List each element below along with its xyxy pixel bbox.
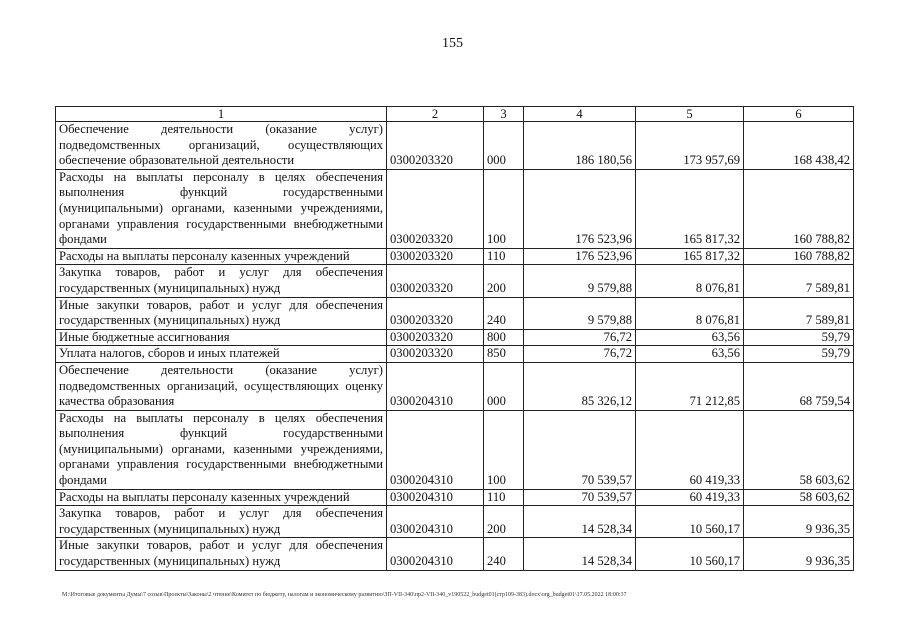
cell-amount-4: 186 180,56 xyxy=(524,122,636,170)
cell-amount-4: 76,72 xyxy=(524,346,636,363)
cell-name: Уплата налогов, сборов и иных платежей xyxy=(56,346,387,363)
cell-target-code: 0300203320 xyxy=(387,122,484,170)
cell-amount-5: 173 957,69 xyxy=(636,122,744,170)
cell-name: Расходы на выплаты персоналу в целях обеспечения выполнения функций государственными (муниципальными) органами, казенными учреждениями, органами управления государственными внебюджетными фондами xyxy=(56,410,387,489)
cell-target-code: 0300203320 xyxy=(387,346,484,363)
cell-amount-4: 76,72 xyxy=(524,329,636,346)
cell-target-code: 0300203320 xyxy=(387,248,484,265)
table-row xyxy=(56,122,854,170)
cell-expense-type: 100 xyxy=(484,410,524,489)
cell-target-code: 0300204310 xyxy=(387,362,484,410)
cell-expense-type: 110 xyxy=(484,248,524,265)
table-row xyxy=(56,489,854,506)
table-body xyxy=(56,122,854,571)
cell-expense-type: 240 xyxy=(484,538,524,570)
cell-amount-5: 8 076,81 xyxy=(636,265,744,297)
cell-expense-type: 110 xyxy=(484,489,524,506)
cell-target-code: 0300203320 xyxy=(387,265,484,297)
table-row xyxy=(56,346,854,363)
cell-amount-6: 7 589,81 xyxy=(744,265,854,297)
column-header-amount-6: 6 xyxy=(744,107,854,122)
footer-file-path: M:\Итоговые документы Думы\7 созыв\Проекты\Законы\2 чтение\Комитет по бюджету, налогам и экономическому развитию\ЗП-VII-340\пр2-VII-340_v190522_budget01(стр109-383).docx\org_budget01\17.05.2022 18:00:37 xyxy=(62,592,627,598)
cell-amount-4: 176 523,96 xyxy=(524,248,636,265)
cell-amount-5: 10 560,17 xyxy=(636,538,744,570)
cell-target-code: 0300203320 xyxy=(387,297,484,329)
cell-name: Обеспечение деятельности (оказание услуг) подведомственных организаций, осуществляющих оценку качества образования xyxy=(56,362,387,410)
cell-amount-4: 9 579,88 xyxy=(524,265,636,297)
cell-expense-type: 800 xyxy=(484,329,524,346)
cell-expense-type: 100 xyxy=(484,169,524,248)
cell-name: Расходы на выплаты персоналу в целях обеспечения выполнения функций государственными (муниципальными) органами, казенными учреждениями, органами управления государственными внебюджетными фондами xyxy=(56,169,387,248)
cell-amount-6: 58 603,62 xyxy=(744,410,854,489)
table-row xyxy=(56,169,854,248)
column-header-name: 1 xyxy=(56,107,387,122)
cell-amount-5: 60 419,33 xyxy=(636,410,744,489)
cell-expense-type: 240 xyxy=(484,297,524,329)
cell-expense-type: 850 xyxy=(484,346,524,363)
table-header-row xyxy=(56,107,854,122)
column-header-amount-4: 4 xyxy=(524,107,636,122)
cell-amount-4: 14 528,34 xyxy=(524,506,636,538)
cell-amount-6: 68 759,54 xyxy=(744,362,854,410)
cell-name: Расходы на выплаты персоналу казенных учреждений xyxy=(56,248,387,265)
cell-target-code: 0300203320 xyxy=(387,169,484,248)
cell-amount-4: 176 523,96 xyxy=(524,169,636,248)
cell-target-code: 0300204310 xyxy=(387,489,484,506)
column-header-expense-type: 3 xyxy=(484,107,524,122)
cell-name: Иные закупки товаров, работ и услуг для обеспечения государственных (муниципальных) нужд xyxy=(56,538,387,570)
cell-amount-4: 9 579,88 xyxy=(524,297,636,329)
table-row xyxy=(56,362,854,410)
cell-amount-5: 165 817,32 xyxy=(636,169,744,248)
cell-amount-5: 63,56 xyxy=(636,346,744,363)
cell-name: Иные закупки товаров, работ и услуг для обеспечения государственных (муниципальных) нужд xyxy=(56,297,387,329)
cell-amount-6: 9 936,35 xyxy=(744,538,854,570)
table-row xyxy=(56,297,854,329)
cell-target-code: 0300204310 xyxy=(387,410,484,489)
cell-amount-4: 14 528,34 xyxy=(524,538,636,570)
cell-amount-4: 70 539,57 xyxy=(524,410,636,489)
cell-amount-6: 160 788,82 xyxy=(744,169,854,248)
cell-amount-5: 8 076,81 xyxy=(636,297,744,329)
column-header-code: 2 xyxy=(387,107,484,122)
table-row xyxy=(56,410,854,489)
cell-name: Закупка товаров, работ и услуг для обеспечения государственных (муниципальных) нужд xyxy=(56,265,387,297)
cell-amount-6: 160 788,82 xyxy=(744,248,854,265)
column-header-amount-5: 5 xyxy=(636,107,744,122)
budget-table xyxy=(55,106,854,571)
cell-name: Расходы на выплаты персоналу казенных учреждений xyxy=(56,489,387,506)
table-row xyxy=(56,265,854,297)
cell-amount-6: 7 589,81 xyxy=(744,297,854,329)
cell-name: Закупка товаров, работ и услуг для обеспечения государственных (муниципальных) нужд xyxy=(56,506,387,538)
cell-amount-6: 58 603,62 xyxy=(744,489,854,506)
cell-amount-4: 70 539,57 xyxy=(524,489,636,506)
cell-target-code: 0300204310 xyxy=(387,538,484,570)
cell-amount-5: 63,56 xyxy=(636,329,744,346)
cell-expense-type: 200 xyxy=(484,265,524,297)
cell-amount-5: 71 212,85 xyxy=(636,362,744,410)
cell-amount-6: 9 936,35 xyxy=(744,506,854,538)
cell-amount-4: 85 326,12 xyxy=(524,362,636,410)
cell-expense-type: 000 xyxy=(484,122,524,170)
page-number: 155 xyxy=(442,36,463,51)
cell-target-code: 0300203320 xyxy=(387,329,484,346)
table-row xyxy=(56,248,854,265)
cell-expense-type: 000 xyxy=(484,362,524,410)
cell-amount-6: 59,79 xyxy=(744,346,854,363)
table-row xyxy=(56,329,854,346)
cell-amount-6: 59,79 xyxy=(744,329,854,346)
cell-name: Иные бюджетные ассигнования xyxy=(56,329,387,346)
cell-amount-6: 168 438,42 xyxy=(744,122,854,170)
cell-expense-type: 200 xyxy=(484,506,524,538)
cell-amount-5: 60 419,33 xyxy=(636,489,744,506)
cell-amount-5: 165 817,32 xyxy=(636,248,744,265)
table-row xyxy=(56,538,854,570)
cell-target-code: 0300204310 xyxy=(387,506,484,538)
table-row xyxy=(56,506,854,538)
cell-amount-5: 10 560,17 xyxy=(636,506,744,538)
cell-name: Обеспечение деятельности (оказание услуг) подведомственных организаций, осуществляющих обеспечение образовательной деятельности xyxy=(56,122,387,170)
